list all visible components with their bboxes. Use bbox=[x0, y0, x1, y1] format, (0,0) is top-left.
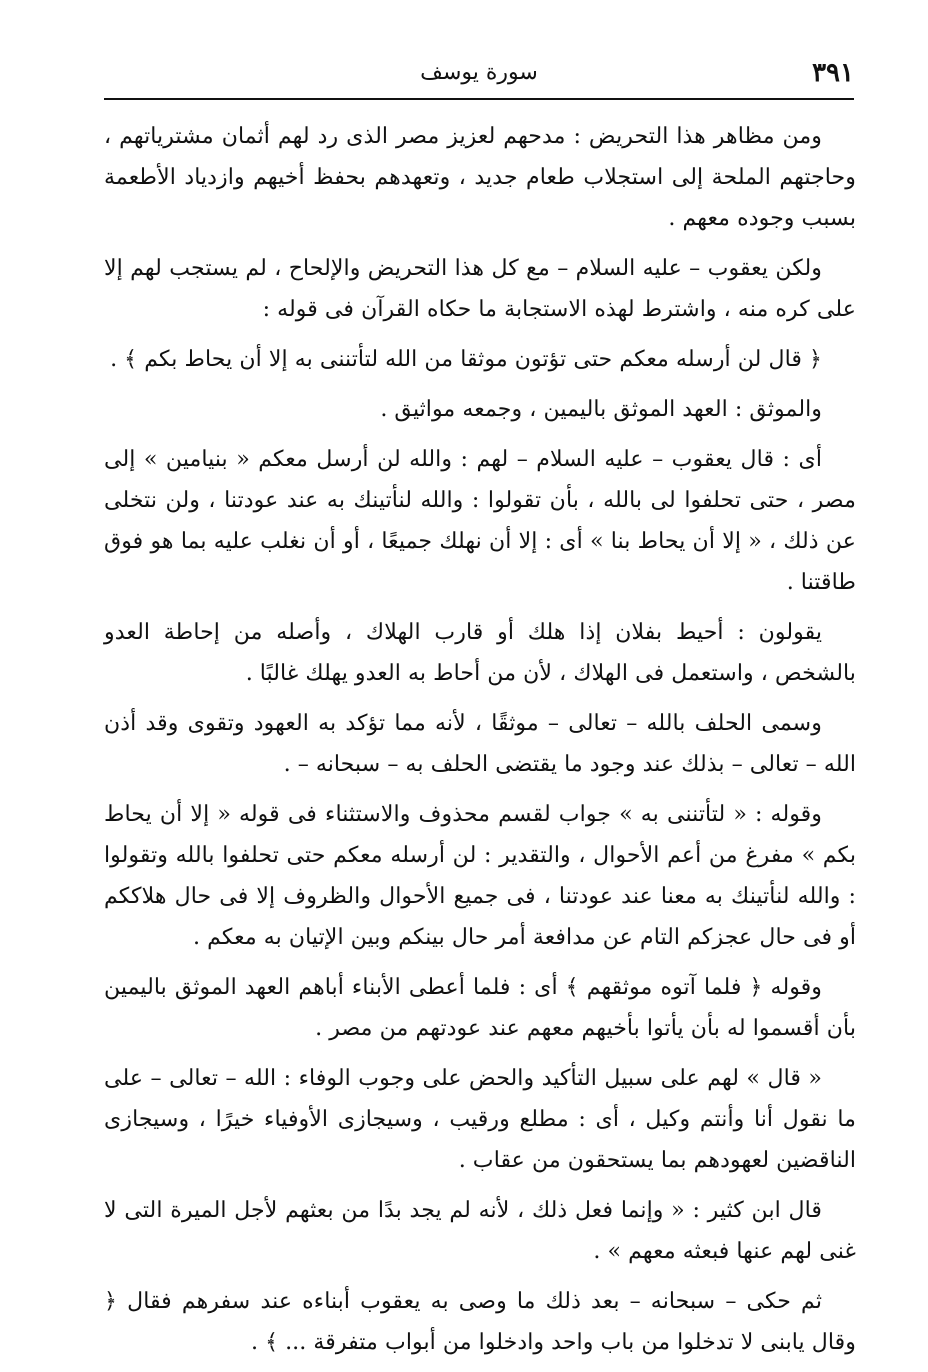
paragraph: والموثق : العهد الموثق باليمين ، وجمعه مواثيق . bbox=[380, 396, 822, 422]
paragraph: قال ابن كثير : « وإنما فعل ذلك ، لأنه لم يجد بدًا من بعثهم لأجل الميرة التى لا غنى لهم عنها فبعثه معهم » . bbox=[104, 1197, 856, 1264]
paragraph: وقوله : « لتأتننى به » جواب لقسم محذوف والاستثناء فى قوله « إلا أن يحاط بكم » مفرغ من أعم الأحوال ، والتقدير : لن أرسله معكم حتى تحلفوا بالله وتقولوا : والله لنأتينك به معنا عند عودتنا ، فى جميع الأحوال والظروف إلا فى حال هلاككم أو فى حال عجزكم التام عن مدافعة أمر حال بينكم وبين الإتيان به معكم . bbox=[104, 801, 856, 950]
paragraph: يقولون : أحيط بفلان إذا هلك أو قارب الهلاك ، وأصله من إحاطة العدو بالشخص ، واستعمل فى الهلاك ، لأن من أحاط به العدو يهلك غالبًا . bbox=[104, 619, 856, 686]
paragraph: وقوله ﴿ فلما آتوه موثقهم ﴾ أى : فلما أعطى الأبناء أباهم العهد الموثق باليمين بأن أقسموا له بأن يأتوا بأخيهم معهم عند عودتهم من مصر . bbox=[104, 974, 856, 1041]
page-number: ٣٩١ bbox=[812, 58, 854, 88]
paragraph: ومن مظاهر هذا التحريض : مدحهم لعزيز مصر الذى رد لهم أثمان مشترياتهم ، وحاجتهم الملحة إلى استجلاب طعام جديد ، وتعهدهم بحفظ أخيهم وازدياد الأطعمة بسبب وجوده معهم . bbox=[104, 123, 856, 231]
paragraph: ثم حكى – سبحانه – بعد ذلك ما وصى به يعقوب أبناءه عند سفرهم فقال ﴿ وقال يابنى لا تدخلوا من باب واحد وادخلوا من أبواب متفرقة ... ﴾ . bbox=[104, 1288, 856, 1355]
page-header bbox=[104, 52, 854, 100]
surah-title: سورة يوسف bbox=[420, 60, 538, 85]
body-text bbox=[104, 116, 856, 1372]
paragraph: ﴿ قال لن أرسله معكم حتى تؤتون موثقا من الله لتأتننى به إلا أن يحاط بكم ﴾ . bbox=[110, 346, 822, 372]
paragraph: أى : قال يعقوب – عليه السلام – لهم : والله لن أرسل معكم « بنيامين » إلى مصر ، حتى تحلفوا لى بالله ، بأن تقولوا : والله لنأتينك به عند عودتنا ، ولن نتخلى عن ذلك ، « إلا أن يحاط بنا » أى : إلا أن نهلك جميعًا ، أو أن نغلب عليه بما هو فوق طاقتنا . bbox=[104, 446, 856, 595]
paragraph: ولكن يعقوب – عليه السلام – مع كل هذا التحريض والإلحاح ، لم يستجب لهم إلا على كره منه ، واشترط لهذه الاستجابة ما حكاه القرآن فى قوله : bbox=[104, 255, 856, 322]
paragraph: « قال » لهم على سبيل التأكيد والحض على وجوب الوفاء : الله – تعالى – على ما نقول أنا وأنتم وكيل ، أى : مطلع ورقيب ، وسيجازى الأوفياء خيرًا ، وسيجازى الناقضين لعهودهم بما يستحقون من عقاب . bbox=[104, 1065, 856, 1173]
paragraph: وسمى الحلف بالله – تعالى – موثقًا ، لأنه مما تؤكد به العهود وتقوى وقد أذن الله – تعالى – بذلك عند وجود ما يقتضى الحلف به – سبحانه – . bbox=[104, 710, 856, 777]
